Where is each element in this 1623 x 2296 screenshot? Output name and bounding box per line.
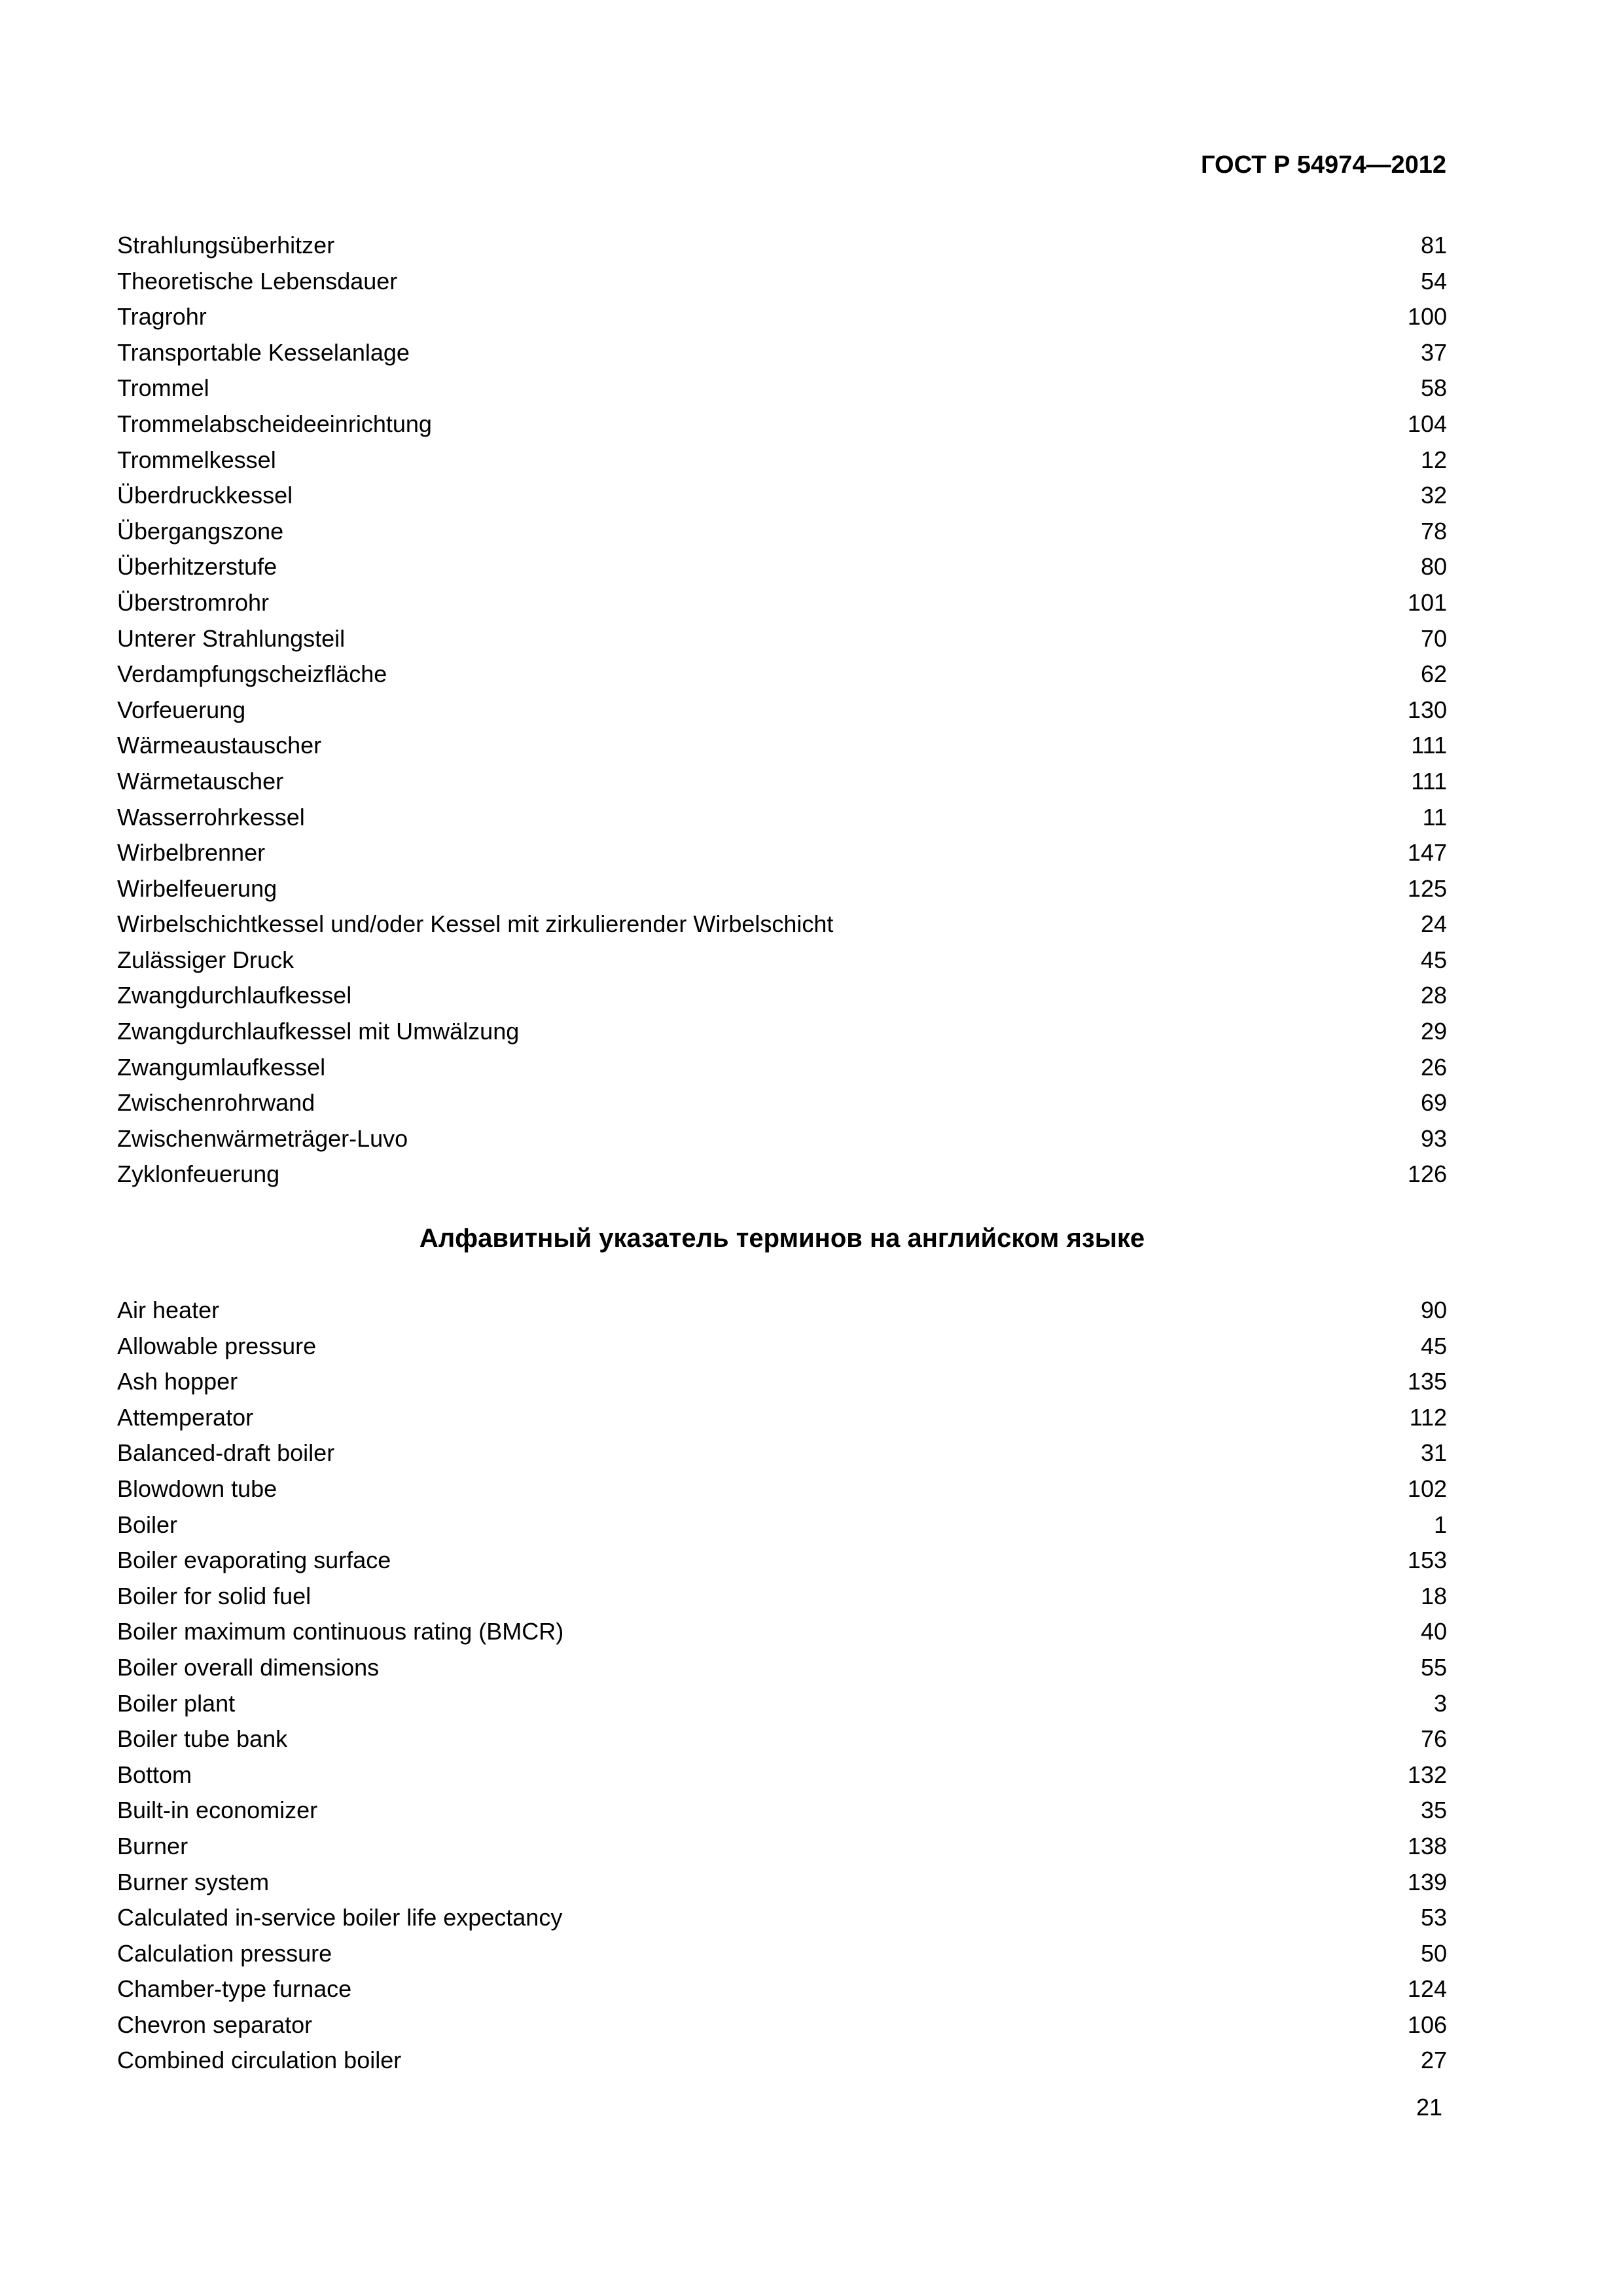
index-term: Burner system [117,1868,270,1895]
index-term: Built-in economizer [117,1797,318,1824]
index-entry [117,299,1447,335]
index-entry [117,1364,1447,1400]
index-entry [117,1543,1447,1579]
index-term-number: 29 [1420,1018,1447,1045]
index-term: Combined circulation boiler [117,2047,402,2074]
index-entry [117,1121,1447,1157]
index-term: Boiler maximum continuous rating (BMCR) [117,1618,564,1645]
index-term-number: 125 [1407,874,1447,902]
index-term-number: 40 [1420,1618,1447,1645]
index-term-number: 62 [1420,660,1447,688]
index-term-number: 80 [1420,553,1447,581]
index-entry [117,942,1447,978]
index-term: Zwangumlaufkessel [117,1053,326,1081]
index-term: Zwangdurchlaufkessel [117,982,352,1009]
index-term: Burner [117,1832,188,1859]
index-entry [117,1936,1447,1972]
index-term-number: 58 [1420,374,1447,402]
index-entry [117,1686,1447,1722]
index-term-number: 112 [1409,1403,1447,1431]
index-term-number: 139 [1407,1868,1447,1895]
index-term-number: 100 [1407,303,1447,331]
index-entry [117,621,1447,657]
index-term-number: 32 [1420,482,1447,509]
index-term: Boiler evaporating surface [117,1547,391,1574]
index-entry [117,871,1447,907]
index-term: Wärmeaustauscher [117,732,322,759]
index-entry [117,1293,1447,1329]
index-term: Übergangszone [117,517,284,545]
index-term-number: 101 [1407,588,1447,616]
index-term-number: 130 [1407,696,1447,723]
index-term-number: 3 [1433,1689,1447,1717]
index-entry [117,478,1447,514]
index-entry [117,442,1447,478]
index-entry [117,370,1447,406]
index-entry [117,1050,1447,1086]
index-term: Wirbelbrenner [117,839,266,867]
index-entry [117,1014,1447,1050]
index-term: Wirbelfeuerung [117,874,277,902]
index-entry [117,906,1447,942]
index-entry [117,1614,1447,1650]
index-term: Balanced-draft boiler [117,1439,335,1467]
index-entry [117,656,1447,692]
index-term: Blowdown tube [117,1475,277,1502]
index-term: Calculated in-service boiler life expectancy [117,1904,563,1931]
index-entry [117,1865,1447,1901]
index-term: Zwischenwärmeträger-Luvo [117,1124,408,1152]
index-term: Strahlungsüberhitzer [117,232,335,259]
index-term: Calculation pressure [117,1939,332,1967]
index-term-number: 55 [1420,1653,1447,1681]
index-entry [117,1829,1447,1865]
index-term-number: 1 [1433,1511,1447,1538]
index-term: Überstromrohr [117,588,270,616]
index-entry [117,2007,1447,2043]
index-term: Ash hopper [117,1368,238,1395]
index-term-number: 24 [1420,910,1447,938]
index-term: Theoretische Lebensdauer [117,267,398,295]
index-term: Zulässiger Druck [117,946,294,973]
index-term-number: 135 [1407,1368,1447,1395]
index-entry [117,1721,1447,1757]
index-entry [117,1793,1447,1829]
index-term-number: 132 [1407,1761,1447,1788]
index-term: Trommelkessel [117,446,276,473]
index-term-number: 37 [1420,338,1447,366]
index-entry [117,1329,1447,1365]
index-term-number: 147 [1407,839,1447,867]
index-term-number: 90 [1420,1297,1447,1323]
index-term: Boiler plant [117,1689,236,1717]
index-term-number: 76 [1420,1725,1447,1753]
index-entry [117,1085,1447,1121]
index-term-number: 104 [1407,410,1447,437]
index-term: Air heater [117,1297,220,1323]
index-term: Trommelabscheideeinrichtung [117,410,432,437]
index-term-number: 50 [1420,1939,1447,1967]
index-term: Zyklonfeuerung [117,1160,280,1188]
index-term-number: 11 [1422,803,1447,831]
index-term: Wirbelschichtkessel und/oder Kessel mit zirkulierender Wirbelschicht [117,910,834,938]
index-entry [117,978,1447,1014]
index-term: Wasserrohrkessel [117,803,305,831]
index-term-number: 111 [1411,732,1447,759]
index-term: Trommel [117,374,209,402]
english-term-index [117,1293,1447,2079]
index-term: Chamber-type furnace [117,1975,352,2003]
index-term-number: 12 [1420,446,1447,473]
index-entry [117,1157,1447,1193]
index-term: Boiler for solid fuel [117,1582,312,1609]
index-term: Zwischenrohrwand [117,1089,315,1117]
english-index-title: Алфавитный указатель терминов на английском языке [419,1224,1145,1253]
index-entry [117,1757,1447,1793]
index-term-number: 18 [1420,1582,1447,1609]
index-term: Chevron separator [117,2011,313,2038]
index-entry [117,1400,1447,1436]
index-term: Boiler tube bank [117,1725,288,1753]
german-term-index [117,228,1447,1193]
index-term-number: 54 [1420,267,1447,295]
index-term: Wärmetauscher [117,767,284,795]
index-entry [117,728,1447,764]
index-term: Bottom [117,1761,192,1788]
index-entry [117,1435,1447,1471]
page-number: 21 [1416,2094,1442,2121]
index-term: Attemperator [117,1403,254,1431]
index-term-number: 45 [1420,1332,1447,1359]
index-entry [117,549,1447,585]
index-entry [117,1471,1447,1507]
index-term: Zwangdurchlaufkessel mit Umwälzung [117,1018,520,1045]
index-entry [117,1507,1447,1543]
index-term: Vorfeuerung [117,696,246,723]
index-entry [117,692,1447,728]
index-term-number: 70 [1420,624,1447,652]
index-term: Boiler [117,1511,178,1538]
index-term: Verdampfungscheizfläche [117,660,387,688]
index-term-number: 111 [1411,767,1447,795]
document-code-header: ГОСТ Р 54974—2012 [1201,151,1446,179]
index-entry [117,1971,1447,2007]
index-entry [117,228,1447,264]
index-entry [117,800,1447,836]
index-term-number: 138 [1407,1832,1447,1859]
index-term-number: 81 [1420,232,1447,259]
index-term-number: 93 [1420,1124,1447,1152]
index-entry [117,764,1447,800]
index-term-number: 31 [1420,1439,1447,1467]
index-term: Tragrohr [117,303,207,331]
index-term-number: 27 [1420,2047,1447,2074]
index-entry [117,585,1447,621]
index-term: Überdruckkessel [117,482,293,509]
index-term: Allowable pressure [117,1332,317,1359]
index-term-number: 45 [1420,946,1447,973]
index-term-number: 78 [1420,517,1447,545]
index-term-number: 28 [1420,982,1447,1009]
index-entry [117,1650,1447,1686]
index-entry [117,406,1447,442]
index-term-number: 102 [1407,1475,1447,1502]
index-term: Transportable Kesselanlage [117,338,410,366]
index-term-number: 35 [1420,1797,1447,1824]
index-term-number: 126 [1407,1160,1447,1188]
index-entry [117,835,1447,871]
index-term: Boiler overall dimensions [117,1653,380,1681]
index-term-number: 153 [1407,1547,1447,1574]
index-term-number: 106 [1407,2011,1447,2038]
index-entry [117,335,1447,371]
index-term: Unterer Strahlungsteil [117,624,346,652]
index-term: Überhitzerstufe [117,553,277,581]
index-term-number: 69 [1420,1089,1447,1117]
index-entry [117,514,1447,550]
index-term-number: 53 [1420,1904,1447,1931]
index-term-number: 26 [1420,1053,1447,1081]
index-entry [117,1579,1447,1615]
index-term-number: 124 [1407,1975,1447,2003]
index-entry [117,2043,1447,2079]
index-entry [117,1900,1447,1936]
index-entry [117,264,1447,300]
